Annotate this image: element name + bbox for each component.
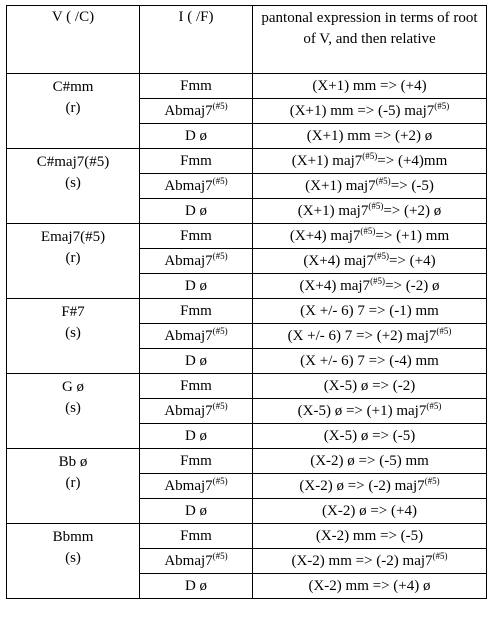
i-chord-name: Abmaj7 xyxy=(164,252,213,269)
pantonal-expression-cell xyxy=(253,374,487,399)
expression-text: (X +/- 6) 7 => (-1) mm xyxy=(300,302,439,319)
i-chord-superscript: (#5) xyxy=(212,250,228,261)
pantonal-expression-cell xyxy=(253,574,487,599)
i-chord-name: Fmm xyxy=(180,77,212,94)
pantonal-expression-cell xyxy=(253,249,487,274)
v-chord-name: C#mm xyxy=(52,79,94,95)
expression-text: (X-2) ø => (-2) maj7 xyxy=(299,477,425,494)
expression-text: (X-5) ø => (-2) xyxy=(323,377,416,394)
expression-text: => (+4)mm xyxy=(377,152,448,169)
i-chord-superscript: (#5) xyxy=(212,475,228,486)
pantonal-expression-cell xyxy=(253,199,487,224)
v-chord-name: C#maj7(#5) xyxy=(36,154,110,170)
i-chord-cell xyxy=(140,224,253,249)
pantonal-expression-cell xyxy=(253,74,487,99)
i-chord-name: D ø xyxy=(184,127,208,144)
expression-text: (X-2) mm => (-2) maj7 xyxy=(291,552,433,569)
pantonal-expression-cell xyxy=(253,424,487,449)
expression-superscript: (#5) xyxy=(373,250,389,261)
i-chord-cell xyxy=(140,549,253,574)
i-chord-name: D ø xyxy=(184,202,208,219)
expression-text: (X+4) maj7 xyxy=(289,227,361,244)
v-chord-cell xyxy=(7,224,140,299)
table-row xyxy=(7,149,487,174)
i-chord-cell xyxy=(140,99,253,124)
pantonal-expression-cell xyxy=(253,524,487,549)
i-chord-name: Fmm xyxy=(180,527,212,544)
i-chord-cell xyxy=(140,424,253,449)
i-chord-cell xyxy=(140,474,253,499)
pantonal-expression-cell xyxy=(253,124,487,149)
expression-superscript: (#5) xyxy=(424,475,440,486)
expression-superscript: (#5) xyxy=(362,150,378,161)
v-chord-tag: (s) xyxy=(65,550,81,566)
expression-text: (X +/- 6) 7 => (-4) mm xyxy=(300,352,439,369)
i-chord-name: Fmm xyxy=(180,302,212,319)
i-chord-cell xyxy=(140,149,253,174)
pantonal-expression-cell xyxy=(253,474,487,499)
expression-text: (X-5) ø => (+1) maj7 xyxy=(297,402,427,419)
v-chord-name: Emaj7(#5) xyxy=(40,229,106,245)
expression-text: (X +/- 6) 7 => (+2) maj7 xyxy=(287,327,437,344)
expression-text: (X-5) ø => (-5) xyxy=(323,427,416,444)
expression-text: (X+1) maj7 xyxy=(291,152,363,169)
i-chord-name: D ø xyxy=(184,277,208,294)
expression-text: (X-2) mm => (+4) ø xyxy=(308,577,431,594)
expression-text: (X+1) maj7 xyxy=(305,177,376,194)
i-chord-name: Abmaj7 xyxy=(164,327,213,344)
expression-text: (X+1) mm => (-5) maj7 xyxy=(289,102,435,119)
v-chord-tag: (s) xyxy=(65,325,81,341)
i-chord-name: D ø xyxy=(184,577,208,594)
expression-text: (X+1) mm => (+4) xyxy=(312,77,427,94)
i-chord-cell xyxy=(140,199,253,224)
pantonal-expression-cell xyxy=(253,274,487,299)
i-chord-cell xyxy=(140,499,253,524)
table-row xyxy=(7,224,487,249)
pantonal-expression-cell xyxy=(253,99,487,124)
i-chord-cell xyxy=(140,374,253,399)
expression-superscript: (#5) xyxy=(436,325,452,336)
pantonal-expression-cell xyxy=(253,449,487,474)
expression-text: (X-2) ø => (-5) mm xyxy=(310,452,429,469)
expression-text: (X+1) maj7 xyxy=(297,202,369,219)
v-chord-cell xyxy=(7,374,140,449)
expression-superscript: (#5) xyxy=(370,275,386,286)
expression-text: (X+1) mm => (+2) ø xyxy=(306,127,433,144)
v-chord-cell xyxy=(7,74,140,149)
expression-text: => (+4) xyxy=(388,252,436,269)
expression-text: (X+4) maj7 xyxy=(299,277,371,294)
expression-superscript: (#5) xyxy=(434,100,450,111)
i-chord-cell xyxy=(140,349,253,374)
i-chord-cell xyxy=(140,174,253,199)
table-body xyxy=(7,74,487,599)
header-row xyxy=(7,6,487,74)
table-row xyxy=(7,374,487,399)
table-row xyxy=(7,74,487,99)
expression-text: => (+1) mm xyxy=(375,227,450,244)
v-chord-tag: (s) xyxy=(65,400,81,416)
pantonal-expression-cell xyxy=(253,149,487,174)
i-chord-name: Abmaj7 xyxy=(164,402,213,419)
v-chord-cell xyxy=(7,524,140,599)
chord-table xyxy=(6,5,487,599)
pantonal-expression-cell xyxy=(253,549,487,574)
i-chord-name: Fmm xyxy=(180,152,212,169)
i-chord-cell xyxy=(140,524,253,549)
i-chord-cell xyxy=(140,324,253,349)
table-row xyxy=(7,524,487,549)
header-i-chord: I ( /F) xyxy=(140,6,253,74)
i-chord-superscript: (#5) xyxy=(212,100,228,111)
expression-text: => (+2) ø xyxy=(383,202,442,219)
v-chord-name: F#7 xyxy=(61,304,85,320)
i-chord-name: Abmaj7 xyxy=(164,552,213,569)
i-chord-name: Fmm xyxy=(180,377,212,394)
i-chord-cell xyxy=(140,124,253,149)
v-chord-cell xyxy=(7,299,140,374)
table-row xyxy=(7,449,487,474)
v-chord-tag: (s) xyxy=(65,175,81,191)
i-chord-name: Abmaj7 xyxy=(164,177,213,194)
i-chord-name: Fmm xyxy=(180,452,212,469)
i-chord-superscript: (#5) xyxy=(212,175,228,186)
v-chord-tag: (r) xyxy=(65,100,81,116)
i-chord-cell xyxy=(140,249,253,274)
expression-text: (X+4) maj7 xyxy=(303,252,374,269)
i-chord-cell xyxy=(140,299,253,324)
i-chord-superscript: (#5) xyxy=(212,550,228,561)
i-chord-name: D ø xyxy=(184,352,208,369)
pantonal-expression-cell xyxy=(253,349,487,374)
expression-superscript: (#5) xyxy=(432,550,448,561)
header-v-chord: V ( /C) xyxy=(7,6,140,74)
expression-text: (X-2) ø => (+4) xyxy=(322,502,417,519)
expression-text: => (-5) xyxy=(390,177,434,194)
v-chord-tag: (r) xyxy=(65,250,81,266)
expression-superscript: (#5) xyxy=(426,400,442,411)
expression-superscript: (#5) xyxy=(368,200,384,211)
i-chord-cell xyxy=(140,399,253,424)
v-chord-tag: (r) xyxy=(65,475,81,491)
pantonal-expression-cell xyxy=(253,174,487,199)
v-chord-cell xyxy=(7,149,140,224)
table-row xyxy=(7,299,487,324)
expression-text: => (-2) ø xyxy=(385,277,440,294)
i-chord-cell xyxy=(140,274,253,299)
pantonal-expression-cell xyxy=(253,499,487,524)
v-chord-name: G ø xyxy=(61,379,85,395)
pantonal-expression-cell xyxy=(253,324,487,349)
pantonal-expression-cell xyxy=(253,224,487,249)
table-header xyxy=(7,6,487,74)
i-chord-cell xyxy=(140,449,253,474)
i-chord-cell xyxy=(140,74,253,99)
i-chord-name: Fmm xyxy=(180,227,212,244)
pantonal-expression-cell xyxy=(253,399,487,424)
pantonal-expression-cell xyxy=(253,299,487,324)
i-chord-name: Abmaj7 xyxy=(164,102,213,119)
i-chord-superscript: (#5) xyxy=(212,325,228,336)
i-chord-name: D ø xyxy=(184,427,208,444)
v-chord-name: Bbmm xyxy=(52,529,94,545)
i-chord-cell xyxy=(140,574,253,599)
i-chord-superscript: (#5) xyxy=(212,400,228,411)
expression-superscript: (#5) xyxy=(360,225,376,236)
header-pantonal-expression: pantonal expression in terms of root of V, and then relative xyxy=(253,6,487,74)
expression-superscript: (#5) xyxy=(375,175,391,186)
i-chord-name: D ø xyxy=(184,502,208,519)
v-chord-cell xyxy=(7,449,140,524)
i-chord-name: Abmaj7 xyxy=(164,477,213,494)
v-chord-name: Bb ø xyxy=(58,454,88,470)
expression-text: (X-2) mm => (-5) xyxy=(315,527,424,544)
